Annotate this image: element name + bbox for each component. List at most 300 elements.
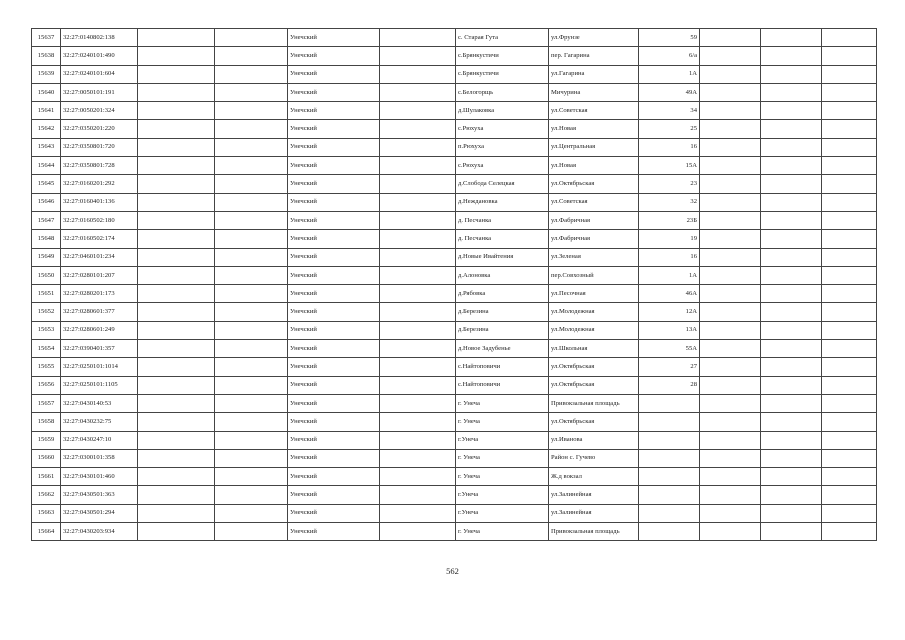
cell-record-number: 15659 bbox=[32, 431, 61, 449]
cell-settlement: с.Рюхуха bbox=[456, 157, 549, 175]
cell-district: Унечский bbox=[288, 230, 380, 248]
cell-house-number bbox=[639, 504, 700, 522]
cell-house-number: 49А bbox=[639, 83, 700, 101]
cell-street: ул.Советская bbox=[549, 193, 639, 211]
cell-col-3 bbox=[138, 504, 215, 522]
cell-district: Унечский bbox=[288, 211, 380, 229]
cell-settlement: д.Березина bbox=[456, 303, 549, 321]
cell-col-11 bbox=[761, 266, 822, 284]
cell-cadastral-number: 32:27:0430247:10 bbox=[61, 431, 138, 449]
cell-cadastral-number: 32:27:0350801:728 bbox=[61, 157, 138, 175]
cell-col-11 bbox=[761, 175, 822, 193]
cell-record-number: 15637 bbox=[32, 29, 61, 47]
cell-district: Унечский bbox=[288, 376, 380, 394]
cell-col-11 bbox=[761, 120, 822, 138]
cell-col-3 bbox=[138, 120, 215, 138]
cell-street: ул.Зеленая bbox=[549, 248, 639, 266]
cell-col-10 bbox=[700, 523, 761, 541]
cell-col-10 bbox=[700, 157, 761, 175]
cell-col-4 bbox=[215, 449, 288, 467]
cell-col-11 bbox=[761, 211, 822, 229]
cell-col-6 bbox=[380, 29, 456, 47]
cell-house-number bbox=[639, 523, 700, 541]
cell-cadastral-number: 32:27:0240101:604 bbox=[61, 65, 138, 83]
cell-col-6 bbox=[380, 65, 456, 83]
cell-district: Унечский bbox=[288, 266, 380, 284]
table-row bbox=[32, 230, 877, 248]
cell-street: Привокзальная площадь bbox=[549, 394, 639, 412]
cell-district: Унечский bbox=[288, 193, 380, 211]
cell-street: ул.Молодежная bbox=[549, 303, 639, 321]
cell-district: Унечский bbox=[288, 248, 380, 266]
cell-settlement: г. Унеча bbox=[456, 468, 549, 486]
table-row bbox=[32, 468, 877, 486]
cell-house-number: 1А bbox=[639, 65, 700, 83]
cell-col-3 bbox=[138, 65, 215, 83]
cell-col-3 bbox=[138, 449, 215, 467]
cell-street: ул.Залинейная bbox=[549, 486, 639, 504]
cell-col-4 bbox=[215, 230, 288, 248]
cell-house-number: 28 bbox=[639, 376, 700, 394]
cell-cadastral-number: 32:27:0430232:75 bbox=[61, 413, 138, 431]
table-row bbox=[32, 157, 877, 175]
table-row bbox=[32, 321, 877, 339]
cell-street: Мичурина bbox=[549, 83, 639, 101]
cell-col-11 bbox=[761, 138, 822, 156]
cell-record-number: 15661 bbox=[32, 468, 61, 486]
cell-col-12 bbox=[822, 431, 877, 449]
cell-col-6 bbox=[380, 248, 456, 266]
cell-col-11 bbox=[761, 65, 822, 83]
table-row bbox=[32, 358, 877, 376]
cell-col-12 bbox=[822, 138, 877, 156]
cell-cadastral-number: 32:27:0240101:490 bbox=[61, 47, 138, 65]
table-row bbox=[32, 120, 877, 138]
cell-col-11 bbox=[761, 376, 822, 394]
cell-col-11 bbox=[761, 523, 822, 541]
cell-cadastral-number: 32:27:0430101:460 bbox=[61, 468, 138, 486]
cell-street: ул.Фабричная bbox=[549, 230, 639, 248]
cell-col-10 bbox=[700, 248, 761, 266]
cell-col-4 bbox=[215, 486, 288, 504]
cell-col-3 bbox=[138, 358, 215, 376]
cell-col-10 bbox=[700, 47, 761, 65]
cell-house-number: 25 bbox=[639, 120, 700, 138]
cell-house-number bbox=[639, 468, 700, 486]
cell-district: Унечский bbox=[288, 468, 380, 486]
cell-settlement: д. Песчанка bbox=[456, 211, 549, 229]
cell-record-number: 15639 bbox=[32, 65, 61, 83]
cell-col-11 bbox=[761, 321, 822, 339]
cell-house-number: 1А bbox=[639, 266, 700, 284]
cell-col-12 bbox=[822, 120, 877, 138]
cell-col-12 bbox=[822, 523, 877, 541]
cell-col-6 bbox=[380, 157, 456, 175]
table-row bbox=[32, 193, 877, 211]
cell-col-12 bbox=[822, 102, 877, 120]
registry-table bbox=[31, 28, 877, 541]
cell-cadastral-number: 32:27:0300101:358 bbox=[61, 449, 138, 467]
cell-col-12 bbox=[822, 303, 877, 321]
cell-col-11 bbox=[761, 504, 822, 522]
cell-settlement: с.Рюхуха bbox=[456, 120, 549, 138]
cell-settlement: д.Шулаковка bbox=[456, 102, 549, 120]
cell-col-3 bbox=[138, 266, 215, 284]
cell-district: Унечский bbox=[288, 102, 380, 120]
cell-settlement: г. Унеча bbox=[456, 523, 549, 541]
cell-house-number: 32 bbox=[639, 193, 700, 211]
cell-cadastral-number: 32:27:0280201:173 bbox=[61, 285, 138, 303]
cell-house-number: 19 bbox=[639, 230, 700, 248]
cell-col-4 bbox=[215, 340, 288, 358]
table-row bbox=[32, 175, 877, 193]
cell-col-12 bbox=[822, 175, 877, 193]
cell-col-6 bbox=[380, 486, 456, 504]
cell-district: Унечский bbox=[288, 340, 380, 358]
table-row bbox=[32, 394, 877, 412]
cell-cadastral-number: 32:27:0280601:377 bbox=[61, 303, 138, 321]
cell-cadastral-number: 32:27:0390401:357 bbox=[61, 340, 138, 358]
cell-street: ул.Залинейная bbox=[549, 504, 639, 522]
cell-house-number: 15А bbox=[639, 157, 700, 175]
cell-record-number: 15647 bbox=[32, 211, 61, 229]
cell-col-10 bbox=[700, 358, 761, 376]
cell-street: ул.Октябрьская bbox=[549, 376, 639, 394]
cell-col-3 bbox=[138, 431, 215, 449]
cell-col-3 bbox=[138, 157, 215, 175]
cell-settlement: г. Унеча bbox=[456, 394, 549, 412]
cell-col-11 bbox=[761, 449, 822, 467]
cell-street: ул.Молодежная bbox=[549, 321, 639, 339]
cell-col-12 bbox=[822, 504, 877, 522]
cell-col-6 bbox=[380, 175, 456, 193]
cell-cadastral-number: 32:27:0160401:136 bbox=[61, 193, 138, 211]
cell-record-number: 15663 bbox=[32, 504, 61, 522]
cell-col-11 bbox=[761, 358, 822, 376]
cell-settlement: с.Найтоповичи bbox=[456, 358, 549, 376]
cell-street: пер. Гагарина bbox=[549, 47, 639, 65]
cell-col-3 bbox=[138, 138, 215, 156]
table-row bbox=[32, 102, 877, 120]
cell-col-3 bbox=[138, 83, 215, 101]
cell-col-11 bbox=[761, 29, 822, 47]
cell-col-3 bbox=[138, 102, 215, 120]
cell-settlement: д.Рябовка bbox=[456, 285, 549, 303]
cell-cadastral-number: 32:27:0280101:207 bbox=[61, 266, 138, 284]
table-row bbox=[32, 504, 877, 522]
cell-col-4 bbox=[215, 321, 288, 339]
cell-settlement: с.Брянкустичи bbox=[456, 65, 549, 83]
cell-col-11 bbox=[761, 486, 822, 504]
cell-col-11 bbox=[761, 413, 822, 431]
cell-col-11 bbox=[761, 248, 822, 266]
cell-house-number bbox=[639, 431, 700, 449]
cell-cadastral-number: 32:27:0160502:180 bbox=[61, 211, 138, 229]
table-row bbox=[32, 83, 877, 101]
cell-house-number: 13А bbox=[639, 321, 700, 339]
cell-district: Унечский bbox=[288, 303, 380, 321]
registry-table-body bbox=[32, 29, 877, 541]
cell-col-6 bbox=[380, 83, 456, 101]
cell-house-number bbox=[639, 394, 700, 412]
cell-col-12 bbox=[822, 358, 877, 376]
cell-col-3 bbox=[138, 193, 215, 211]
cell-col-10 bbox=[700, 468, 761, 486]
cell-house-number: 23Б bbox=[639, 211, 700, 229]
cell-col-10 bbox=[700, 83, 761, 101]
cell-col-6 bbox=[380, 358, 456, 376]
cell-district: Унечский bbox=[288, 138, 380, 156]
cell-settlement: п.Рюхуха bbox=[456, 138, 549, 156]
cell-col-3 bbox=[138, 376, 215, 394]
cell-col-12 bbox=[822, 486, 877, 504]
cell-col-11 bbox=[761, 340, 822, 358]
cell-col-10 bbox=[700, 449, 761, 467]
cell-col-3 bbox=[138, 175, 215, 193]
cell-district: Унечский bbox=[288, 321, 380, 339]
table-row bbox=[32, 340, 877, 358]
cell-cadastral-number: 32:27:0160502:174 bbox=[61, 230, 138, 248]
cell-col-4 bbox=[215, 47, 288, 65]
cell-house-number: 27 bbox=[639, 358, 700, 376]
cell-col-3 bbox=[138, 394, 215, 412]
cell-settlement: с. Старая Гута bbox=[456, 29, 549, 47]
cell-col-10 bbox=[700, 211, 761, 229]
cell-record-number: 15662 bbox=[32, 486, 61, 504]
cell-col-4 bbox=[215, 431, 288, 449]
cell-col-10 bbox=[700, 65, 761, 83]
cell-col-3 bbox=[138, 29, 215, 47]
cell-settlement: г. Унеча bbox=[456, 413, 549, 431]
cell-col-6 bbox=[380, 285, 456, 303]
cell-col-10 bbox=[700, 285, 761, 303]
cell-district: Унечский bbox=[288, 65, 380, 83]
cell-record-number: 15655 bbox=[32, 358, 61, 376]
table-row bbox=[32, 248, 877, 266]
cell-record-number: 15643 bbox=[32, 138, 61, 156]
cell-col-12 bbox=[822, 468, 877, 486]
cell-col-12 bbox=[822, 449, 877, 467]
cell-cadastral-number: 32:27:0460101:234 bbox=[61, 248, 138, 266]
cell-street: ул.Новая bbox=[549, 157, 639, 175]
cell-record-number: 15642 bbox=[32, 120, 61, 138]
cell-cadastral-number: 32:27:0430501:294 bbox=[61, 504, 138, 522]
cell-house-number bbox=[639, 413, 700, 431]
cell-house-number: 16 bbox=[639, 248, 700, 266]
cell-house-number: 23 bbox=[639, 175, 700, 193]
cell-col-11 bbox=[761, 285, 822, 303]
cell-col-12 bbox=[822, 211, 877, 229]
cell-col-3 bbox=[138, 321, 215, 339]
cell-col-3 bbox=[138, 486, 215, 504]
cell-col-3 bbox=[138, 248, 215, 266]
cell-col-6 bbox=[380, 303, 456, 321]
cell-col-10 bbox=[700, 486, 761, 504]
cell-col-11 bbox=[761, 303, 822, 321]
cell-col-10 bbox=[700, 175, 761, 193]
cell-house-number: 34 bbox=[639, 102, 700, 120]
cell-record-number: 15648 bbox=[32, 230, 61, 248]
cell-col-3 bbox=[138, 303, 215, 321]
cell-col-11 bbox=[761, 102, 822, 120]
cell-district: Унечский bbox=[288, 29, 380, 47]
cell-house-number: 12А bbox=[639, 303, 700, 321]
cell-col-11 bbox=[761, 193, 822, 211]
cell-cadastral-number: 32:27:0140802:138 bbox=[61, 29, 138, 47]
cell-col-10 bbox=[700, 120, 761, 138]
cell-col-4 bbox=[215, 120, 288, 138]
cell-house-number bbox=[639, 449, 700, 467]
cell-settlement: г.Унеча bbox=[456, 504, 549, 522]
cell-record-number: 15657 bbox=[32, 394, 61, 412]
table-row bbox=[32, 413, 877, 431]
cell-col-4 bbox=[215, 376, 288, 394]
cell-cadastral-number: 32:27:0050101:191 bbox=[61, 83, 138, 101]
cell-col-12 bbox=[822, 413, 877, 431]
cell-district: Унечский bbox=[288, 120, 380, 138]
cell-col-12 bbox=[822, 394, 877, 412]
cell-col-3 bbox=[138, 340, 215, 358]
cell-col-10 bbox=[700, 394, 761, 412]
cell-col-4 bbox=[215, 102, 288, 120]
cell-col-6 bbox=[380, 340, 456, 358]
cell-street: ул.Советская bbox=[549, 102, 639, 120]
cell-settlement: д.Новые Ивайтения bbox=[456, 248, 549, 266]
cell-cadastral-number: 32:27:0430501:363 bbox=[61, 486, 138, 504]
cell-house-number bbox=[639, 486, 700, 504]
cell-col-3 bbox=[138, 468, 215, 486]
cell-street: ул.Песочная bbox=[549, 285, 639, 303]
cell-col-12 bbox=[822, 321, 877, 339]
cell-district: Унечский bbox=[288, 175, 380, 193]
cell-col-3 bbox=[138, 211, 215, 229]
cell-district: Унечский bbox=[288, 504, 380, 522]
table-row bbox=[32, 285, 877, 303]
cell-district: Унечский bbox=[288, 83, 380, 101]
cell-district: Унечский bbox=[288, 486, 380, 504]
cell-col-10 bbox=[700, 431, 761, 449]
cell-col-4 bbox=[215, 248, 288, 266]
cell-street: Район с. Гучево bbox=[549, 449, 639, 467]
cell-col-10 bbox=[700, 413, 761, 431]
cell-record-number: 15660 bbox=[32, 449, 61, 467]
cell-col-4 bbox=[215, 211, 288, 229]
table-row bbox=[32, 211, 877, 229]
cell-district: Унечский bbox=[288, 358, 380, 376]
cell-col-11 bbox=[761, 468, 822, 486]
cell-street: ул.Новая bbox=[549, 120, 639, 138]
cell-col-3 bbox=[138, 230, 215, 248]
cell-col-11 bbox=[761, 47, 822, 65]
cell-cadastral-number: 32:27:0350201:220 bbox=[61, 120, 138, 138]
cell-col-6 bbox=[380, 230, 456, 248]
cell-col-4 bbox=[215, 138, 288, 156]
cell-col-4 bbox=[215, 285, 288, 303]
cell-settlement: с.Белогорщь bbox=[456, 83, 549, 101]
cell-col-6 bbox=[380, 376, 456, 394]
cell-district: Унечский bbox=[288, 413, 380, 431]
table-row bbox=[32, 376, 877, 394]
cell-cadastral-number: 32:27:0050201:324 bbox=[61, 102, 138, 120]
cell-col-6 bbox=[380, 504, 456, 522]
cell-street: пер.Совхозный bbox=[549, 266, 639, 284]
cell-col-10 bbox=[700, 29, 761, 47]
cell-cadastral-number: 32:27:0430140:53 bbox=[61, 394, 138, 412]
cell-col-4 bbox=[215, 523, 288, 541]
cell-col-10 bbox=[700, 504, 761, 522]
cell-settlement: д.Новое Задубенье bbox=[456, 340, 549, 358]
cell-col-4 bbox=[215, 83, 288, 101]
cell-record-number: 15650 bbox=[32, 266, 61, 284]
cell-col-6 bbox=[380, 394, 456, 412]
cell-record-number: 15649 bbox=[32, 248, 61, 266]
cell-record-number: 15656 bbox=[32, 376, 61, 394]
cell-col-12 bbox=[822, 248, 877, 266]
table-row bbox=[32, 523, 877, 541]
cell-col-6 bbox=[380, 431, 456, 449]
cell-col-11 bbox=[761, 230, 822, 248]
cell-col-3 bbox=[138, 47, 215, 65]
cell-col-12 bbox=[822, 193, 877, 211]
cell-col-4 bbox=[215, 157, 288, 175]
cell-record-number: 15664 bbox=[32, 523, 61, 541]
cell-col-4 bbox=[215, 394, 288, 412]
cell-district: Унечский bbox=[288, 157, 380, 175]
cell-col-6 bbox=[380, 449, 456, 467]
cell-col-10 bbox=[700, 340, 761, 358]
cell-house-number: 16 bbox=[639, 138, 700, 156]
cell-record-number: 15658 bbox=[32, 413, 61, 431]
cell-col-4 bbox=[215, 65, 288, 83]
cell-record-number: 15652 bbox=[32, 303, 61, 321]
cell-col-10 bbox=[700, 102, 761, 120]
cell-record-number: 15640 bbox=[32, 83, 61, 101]
table-row bbox=[32, 65, 877, 83]
table-row bbox=[32, 449, 877, 467]
cell-record-number: 15644 bbox=[32, 157, 61, 175]
table-row bbox=[32, 266, 877, 284]
cell-col-6 bbox=[380, 413, 456, 431]
cell-col-11 bbox=[761, 157, 822, 175]
cell-street: Ж.д вокзал bbox=[549, 468, 639, 486]
cell-col-10 bbox=[700, 376, 761, 394]
cell-street: ул.Октябрьская bbox=[549, 413, 639, 431]
cell-col-6 bbox=[380, 102, 456, 120]
cell-col-12 bbox=[822, 157, 877, 175]
cell-street: ул.Октябрьская bbox=[549, 358, 639, 376]
cell-col-3 bbox=[138, 413, 215, 431]
cell-cadastral-number: 32:27:0250101:1014 bbox=[61, 358, 138, 376]
cell-settlement: д.Березина bbox=[456, 321, 549, 339]
cell-record-number: 15653 bbox=[32, 321, 61, 339]
cell-col-10 bbox=[700, 303, 761, 321]
cell-col-12 bbox=[822, 65, 877, 83]
cell-col-6 bbox=[380, 266, 456, 284]
cell-settlement: с.Брянкустичи bbox=[456, 47, 549, 65]
cell-house-number: 59 bbox=[639, 29, 700, 47]
cell-col-3 bbox=[138, 285, 215, 303]
cell-col-12 bbox=[822, 83, 877, 101]
cell-district: Унечский bbox=[288, 523, 380, 541]
cell-street: ул.Иванова bbox=[549, 431, 639, 449]
cell-record-number: 15641 bbox=[32, 102, 61, 120]
cell-house-number: 46А bbox=[639, 285, 700, 303]
cell-house-number: 55А bbox=[639, 340, 700, 358]
cell-col-4 bbox=[215, 358, 288, 376]
cell-street: ул.Фабричная bbox=[549, 211, 639, 229]
cell-col-12 bbox=[822, 230, 877, 248]
table-row bbox=[32, 303, 877, 321]
